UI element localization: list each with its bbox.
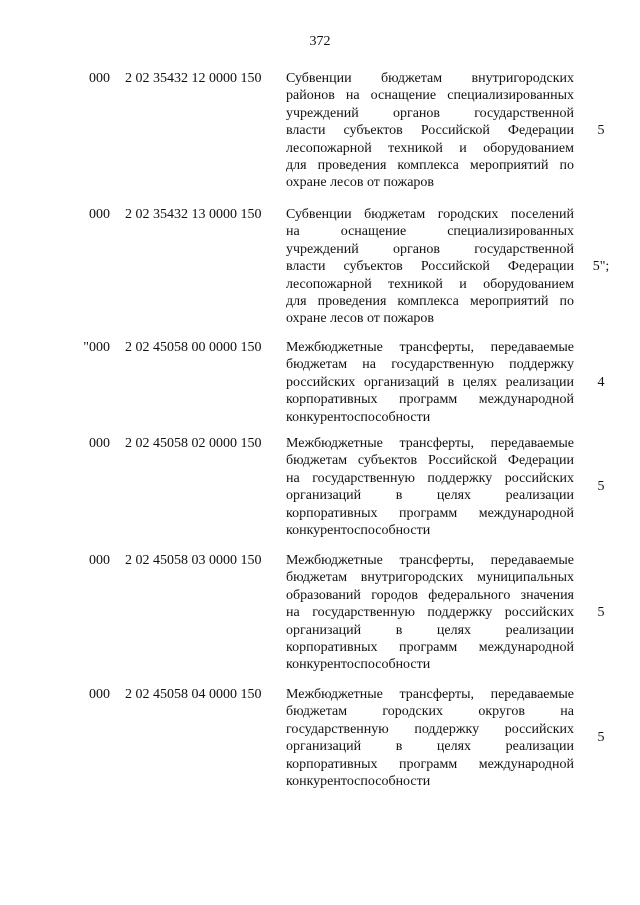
description-line: конкурентоспособности bbox=[286, 657, 431, 673]
description-line: бюджетам субъектов Российской Федерации bbox=[286, 453, 574, 469]
admin-code: 000 bbox=[89, 436, 110, 451]
description-line: организаций в целях реализации bbox=[286, 739, 574, 755]
entry-description bbox=[286, 70, 574, 192]
description-line: конкурентоспособности bbox=[286, 523, 431, 539]
description-line: на государственную поддержку российских bbox=[286, 605, 574, 621]
description-line: власти субъектов Российской Федерации bbox=[286, 259, 574, 275]
description-line: бюджетам внутригородских муниципальных bbox=[286, 570, 574, 586]
description-line: лесопожарной техникой и оборудованием bbox=[286, 140, 574, 156]
description-line: для проведения комплекса мероприятий по bbox=[286, 158, 574, 174]
admin-code: 000 bbox=[89, 687, 110, 702]
description-line: на оснащение специализированных bbox=[286, 224, 574, 240]
description-line: организаций в целях реализации bbox=[286, 488, 574, 504]
budget-classification-code: 2 02 45058 04 0000 150 bbox=[125, 687, 262, 702]
description-line: Межбюджетные трансферты, передаваемые bbox=[286, 553, 574, 568]
budget-classification-code: 2 02 45058 00 0000 150 bbox=[125, 340, 262, 355]
entry-description bbox=[286, 435, 574, 539]
description-line: Субвенции бюджетам внутригородских bbox=[286, 71, 574, 86]
budget-entry bbox=[0, 552, 640, 674]
admin-code: 000 bbox=[89, 553, 110, 568]
entry-description bbox=[286, 686, 574, 790]
description-line: Межбюджетные трансферты, передаваемые bbox=[286, 340, 574, 355]
budget-classification-code: 2 02 45058 03 0000 150 bbox=[125, 553, 262, 568]
description-line: российских организаций в целях реализации bbox=[286, 374, 574, 390]
entry-value: 5"; bbox=[592, 259, 610, 274]
admin-code: "000 bbox=[83, 340, 110, 355]
description-line: лесопожарной техникой и оборудованием bbox=[286, 276, 574, 292]
description-line: учреждений органов государственной bbox=[286, 241, 574, 257]
entry-description bbox=[286, 339, 574, 426]
budget-entry bbox=[0, 206, 640, 328]
admin-code: 000 bbox=[89, 207, 110, 222]
description-line: для проведения комплекса мероприятий по bbox=[286, 294, 574, 310]
description-line: районов на оснащение специализированных bbox=[286, 88, 574, 104]
description-line: организаций в целях реализации bbox=[286, 622, 574, 638]
budget-entry bbox=[0, 339, 640, 426]
budget-entry bbox=[0, 686, 640, 790]
description-line: Межбюджетные трансферты, передаваемые bbox=[286, 687, 574, 702]
entry-value: 5 bbox=[597, 479, 605, 494]
budget-entry bbox=[0, 70, 640, 192]
description-line: конкурентоспособности bbox=[286, 409, 431, 425]
description-line: на государственную поддержку российских bbox=[286, 470, 574, 486]
entry-value: 5 bbox=[597, 123, 605, 138]
description-line: охране лесов от пожаров bbox=[286, 175, 435, 191]
description-line: власти субъектов Российской Федерации bbox=[286, 123, 574, 139]
description-line: Межбюджетные трансферты, передаваемые bbox=[286, 436, 574, 451]
description-line: корпоративных программ международной bbox=[286, 640, 574, 656]
entry-description bbox=[286, 552, 574, 674]
description-line: корпоративных программ международной bbox=[286, 392, 574, 408]
description-line: охране лесов от пожаров bbox=[286, 311, 435, 327]
description-line: корпоративных программ международной bbox=[286, 505, 574, 521]
description-line: корпоративных программ международной bbox=[286, 756, 574, 772]
admin-code: 000 bbox=[89, 71, 110, 86]
entry-value: 5 bbox=[597, 730, 605, 745]
entry-value: 5 bbox=[597, 605, 605, 620]
budget-classification-code: 2 02 35432 12 0000 150 bbox=[125, 71, 262, 86]
budget-entry bbox=[0, 435, 640, 539]
description-line: образований городов федерального значения bbox=[286, 587, 574, 603]
entry-value: 4 bbox=[597, 375, 605, 390]
description-line: бюджетам на государственную поддержку bbox=[286, 357, 574, 373]
budget-classification-code: 2 02 35432 13 0000 150 bbox=[125, 207, 262, 222]
description-line: бюджетам городских округов на bbox=[286, 704, 574, 720]
budget-classification-code: 2 02 45058 02 0000 150 bbox=[125, 436, 262, 451]
description-line: государственную поддержку российских bbox=[286, 721, 574, 737]
page-number: 372 bbox=[309, 34, 331, 49]
entry-description bbox=[286, 206, 574, 328]
description-line: Субвенции бюджетам городских поселений bbox=[286, 207, 574, 222]
description-line: учреждений органов государственной bbox=[286, 105, 574, 121]
description-line: конкурентоспособности bbox=[286, 774, 431, 790]
